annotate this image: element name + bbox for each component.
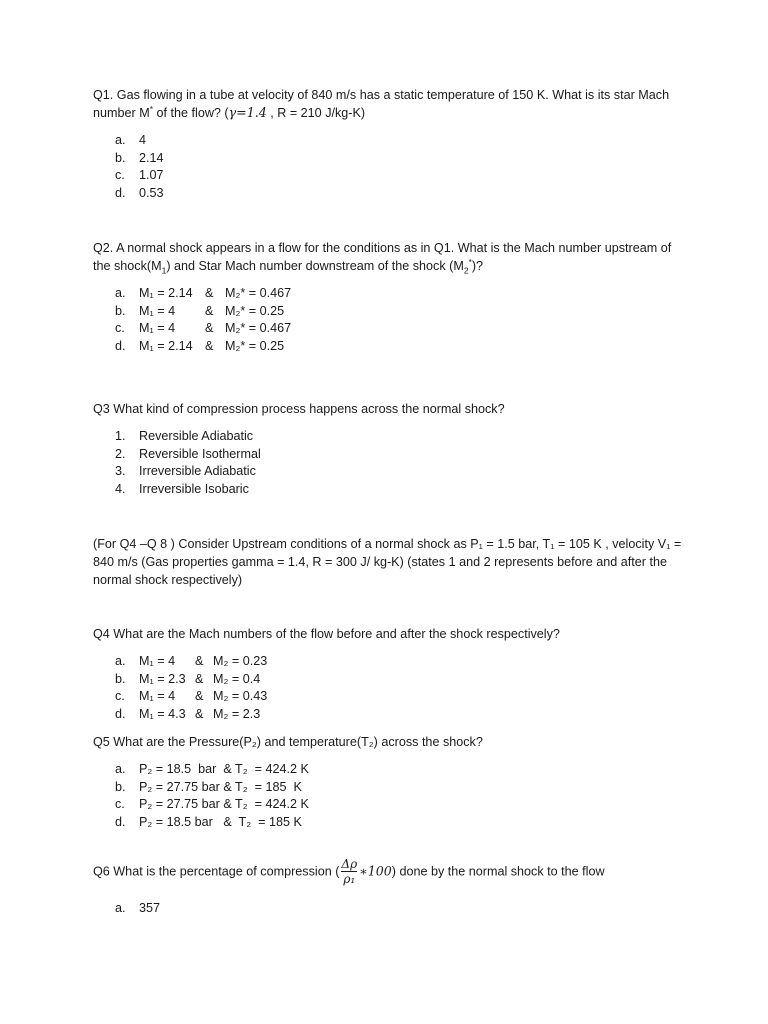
- option-text: P₂ = 18.5 bar & T₂ = 185 K: [139, 814, 302, 829]
- question-6-text-part: ) done by the normal shock to the flow: [391, 864, 605, 879]
- option-label: a.: [115, 762, 126, 776]
- option-text: P₂ = 18.5 bar & T₂ = 424.2 K: [139, 762, 309, 776]
- option: [93, 320, 683, 338]
- option-m2: M₂ = 2.3: [213, 706, 261, 721]
- option-label: 2.: [115, 446, 126, 461]
- option: [93, 653, 683, 671]
- option-m1: M₁ = 2.3: [139, 671, 186, 686]
- option-label: c.: [115, 797, 125, 812]
- option: [93, 706, 683, 724]
- question-5-options: [93, 761, 683, 831]
- option-label: 1.: [115, 429, 126, 443]
- question-4: [93, 625, 683, 723]
- fraction-denominator: ρ₁: [343, 872, 356, 886]
- question-2: [93, 239, 683, 355]
- option-label: b.: [115, 671, 126, 686]
- option: [93, 303, 683, 321]
- option: [93, 796, 683, 814]
- option-label: b.: [115, 303, 126, 318]
- option: [93, 671, 683, 689]
- question-2-text: [93, 239, 683, 275]
- option-label: c.: [115, 321, 125, 336]
- ampersand: &: [195, 671, 204, 686]
- option-m1: M₁ = 2.14: [139, 338, 193, 353]
- option-text: 0.53: [139, 185, 164, 200]
- shared-conditions-text: (For Q4 –Q 8 ) Consider Upstream conditions of a normal shock as P₁ = 1.5 bar, T₁ = 105 K , velocity V₁ = 840 m/s (Gas properties gamma = 1.4, R = 300 J/ kg-K) (states 1 and 2 represents before and after the normal shock respectively): [93, 537, 682, 587]
- option-text: Irreversible Isobaric: [139, 481, 249, 496]
- question-1-text-part: of the flow? (: [153, 106, 229, 120]
- option: [93, 463, 683, 481]
- option-m2: M₂ = 0.23: [213, 654, 268, 668]
- option-label: b.: [115, 779, 126, 794]
- option: [93, 779, 683, 797]
- option-label: a.: [115, 654, 126, 668]
- question-3-text: Q3 What kind of compression process happens across the normal shock?: [93, 402, 505, 416]
- option: [93, 446, 683, 464]
- option-label: b.: [115, 150, 126, 165]
- option-m1: M₁ = 4: [139, 321, 176, 336]
- option-label: d.: [115, 814, 126, 829]
- option-label: d.: [115, 338, 126, 353]
- option-text: P₂ = 27.75 bar & T₂ = 424.2 K: [139, 797, 309, 812]
- question-1-text: [93, 86, 683, 122]
- question-3: [93, 400, 683, 498]
- option-text: 357: [139, 901, 161, 915]
- ampersand: &: [205, 286, 214, 300]
- option-text: P₂ = 27.75 bar & T₂ = 185 K: [139, 779, 302, 794]
- option-m2: M₂* = 0.25: [225, 338, 285, 353]
- option-label: 4.: [115, 481, 126, 496]
- question-2-options: [93, 285, 683, 355]
- option-text: 1.07: [139, 168, 164, 183]
- times-100: ∗100: [359, 863, 392, 879]
- gamma-expression: γ=1.4: [228, 105, 267, 120]
- question-1: [93, 86, 683, 202]
- question-4-options: [93, 653, 683, 723]
- question-6-text: [93, 858, 683, 886]
- question-2-text-part: )?: [471, 259, 484, 273]
- option-text: 4: [139, 133, 147, 147]
- option: [93, 150, 683, 168]
- option-label: c.: [115, 689, 125, 704]
- option-m2: M₂* = 0.467: [225, 321, 292, 336]
- option-m1: M₁ = 4.3: [139, 706, 186, 721]
- option-text: 2.14: [139, 150, 164, 165]
- question-5: [93, 733, 683, 831]
- ampersand: &: [205, 303, 214, 318]
- option-text: Irreversible Adiabatic: [139, 464, 256, 479]
- question-6: [93, 858, 683, 918]
- option-m1: M₁ = 4: [139, 654, 176, 668]
- question-4-text: Q4 What are the Mach numbers of the flow before and after the shock respectively?: [93, 627, 560, 641]
- option-label: c.: [115, 168, 125, 183]
- question-2-text-part: ) and Star Mach number downstream of the shock (M: [166, 259, 464, 273]
- superscript: *: [149, 103, 154, 114]
- option: [93, 761, 683, 779]
- option: [93, 185, 683, 203]
- superscript: *: [468, 256, 472, 267]
- question-6-text-part: Q6 What is the percentage of compression (: [93, 864, 340, 879]
- question-5-text: Q5 What are the Pressure(P₂) and temperature(T₂) across the shock?: [93, 735, 483, 749]
- option: [93, 167, 683, 185]
- question-1-options: [93, 132, 683, 202]
- question-1-text-part: , R = 210 J/kg-K): [266, 106, 366, 120]
- option-label: a.: [115, 901, 126, 915]
- option-label: 3.: [115, 464, 126, 479]
- question-6-options: [93, 900, 683, 918]
- option: [93, 285, 683, 303]
- option-label: a.: [115, 133, 126, 147]
- option-label: d.: [115, 706, 126, 721]
- option: [93, 338, 683, 356]
- option-m1: M₁ = 4: [139, 303, 176, 318]
- fraction-numerator: Δρ: [341, 857, 358, 871]
- option-label: a.: [115, 286, 126, 300]
- option-label: d.: [115, 185, 126, 200]
- option-m2: M₂ = 0.43: [213, 689, 268, 704]
- question-3-options: [93, 428, 683, 498]
- option-m1: M₁ = 4: [139, 689, 176, 704]
- option: [93, 814, 683, 832]
- ampersand: &: [205, 321, 214, 336]
- option-m2: M₂ = 0.4: [213, 671, 261, 686]
- question-2-text-part: Q2. A normal shock appears in a flow for the conditions as in Q1. What is the Mach number upstream of the shock(M: [93, 241, 672, 273]
- option: [93, 688, 683, 706]
- subscript: 2: [463, 265, 469, 276]
- option: [93, 132, 683, 150]
- ampersand: &: [195, 706, 204, 721]
- option-m2: M₂* = 0.25: [225, 303, 285, 318]
- ampersand: &: [195, 689, 204, 704]
- option: [93, 428, 683, 446]
- option-text: Reversible Adiabatic: [139, 429, 254, 443]
- option-m1: M₁ = 2.14: [139, 286, 193, 300]
- subscript: 1: [161, 265, 167, 276]
- option: [93, 481, 683, 499]
- shared-conditions: [93, 535, 683, 589]
- option-text: Reversible Isothermal: [139, 446, 261, 461]
- option-m2: M₂* = 0.467: [225, 286, 292, 300]
- ampersand: &: [205, 338, 214, 353]
- ampersand: &: [195, 654, 204, 668]
- option: [93, 900, 683, 918]
- compression-fraction: [341, 858, 357, 886]
- question-1-text-part: Q1. Gas flowing in a tube at velocity of 840 m/s has a static temperature of 150 K. What is its star Mach number M: [93, 88, 670, 120]
